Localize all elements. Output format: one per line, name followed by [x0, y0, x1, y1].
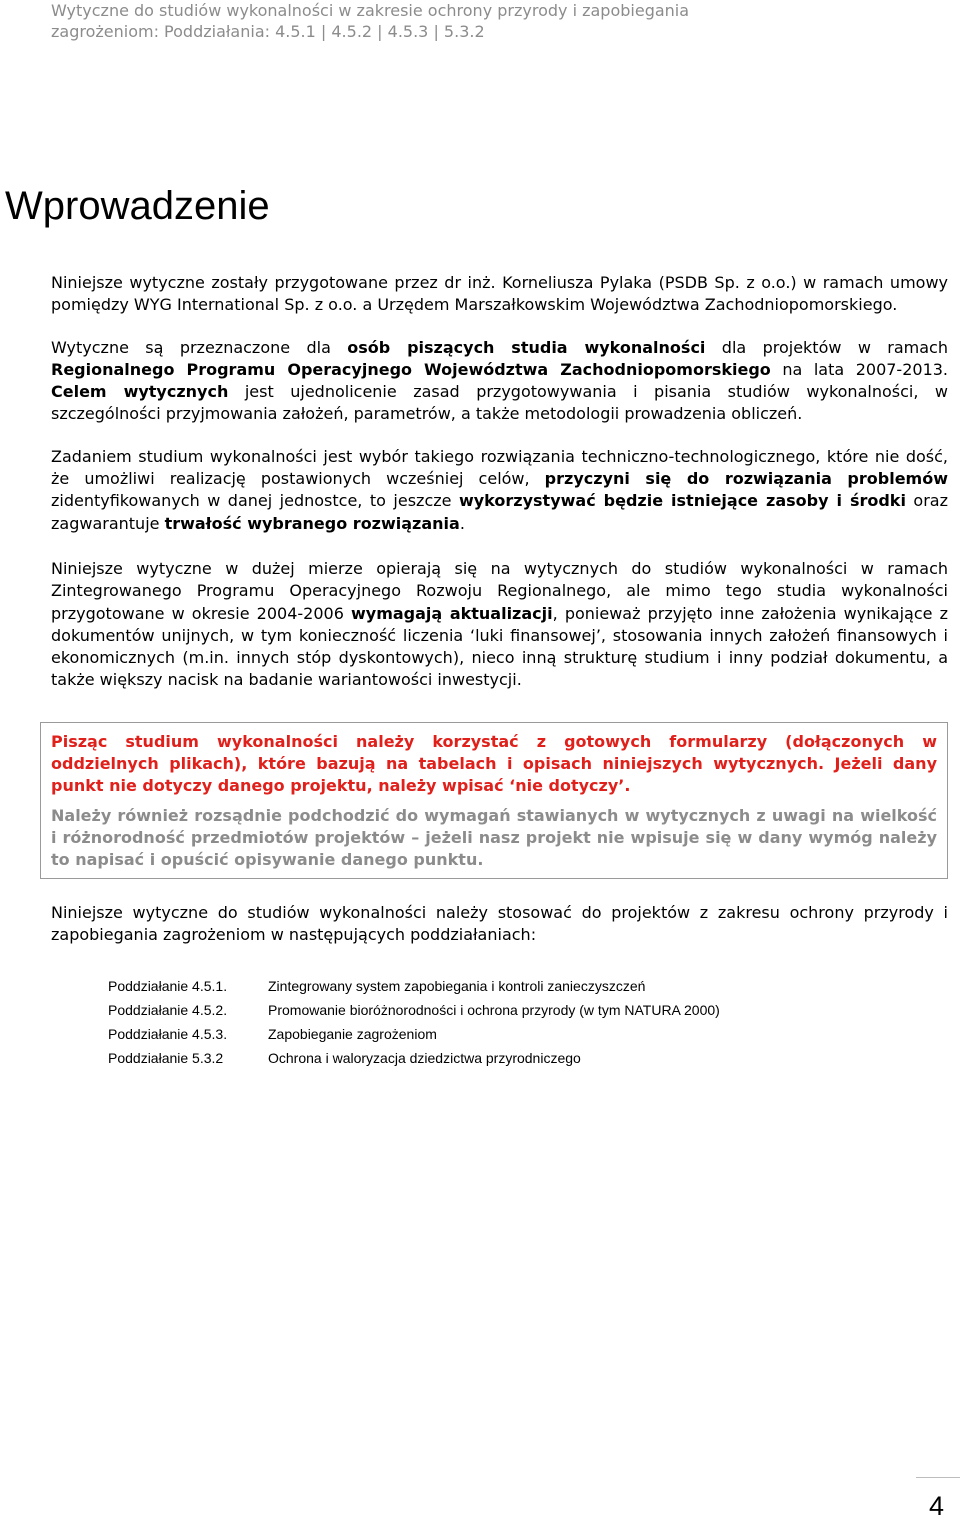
paragraph-task — [51, 446, 948, 535]
paragraph-authors: Niniejsze wytyczne zostały przygotowane przez dr inż. Korneliusza Pylaka (PSDB Sp. z o.o.) w ramach umowy pomiędzy WYG International Sp. z o.o. a Urzędem Marszałkowskim Województwa Zachodniopomorskiego. — [51, 273, 948, 315]
emphasis: Regionalnego Programu Operacyjnego Województwa Zachodniopomorskiego — [51, 359, 771, 379]
subaction-name: Promowanie bioróżnorodności i ochrona przyrody (w tym NATURA 2000) — [268, 1002, 720, 1019]
document-body — [51, 272, 948, 1070]
subaction-code: Poddziałanie 5.3.2 — [108, 1050, 224, 1067]
emphasis: osób piszących studia wykonalności — [347, 337, 706, 357]
text: Wytyczne są przeznaczone dla — [51, 337, 348, 357]
emphasis: Celem wytycznych — [51, 382, 229, 402]
list-item — [108, 1046, 948, 1070]
subaction-name: Zapobieganie zagrożeniom — [268, 1026, 437, 1043]
text: oraz zagwarantuje — [51, 491, 948, 533]
paragraph-basis — [51, 558, 948, 692]
text: Zadaniem studium wykonalności jest wybór takiego rozwiązania techniczno-technologicznego, które nie dość, że umożliwi realizację postawionych wcześniej celów, — [51, 446, 948, 489]
text: , ponieważ przyjęto inne założenia wynikające z dokumentów unijnych, w tym konieczność liczenia ‘luki finansowej’, stosowania innych założeń finansowych i ekonomicznych (m.in. innych stóp dyskontowych), nieco inną strukturę studium i inny podział dokumentu, a także większy nacisk na badanie wariantowości inwestycji. — [51, 603, 948, 690]
notice-red: Pisząc studium wykonalności należy korzystać z gotowych formularzy (dołączonych w oddzielnych plikach), które bazują na tabelach i opisach niniejszych wytycznych. Jeżeli dany punkt nie dotyczy danego projektu, należy wpisać ‘nie dotyczy’. — [51, 731, 937, 796]
paragraph-purpose — [51, 337, 948, 426]
subaction-code: Poddziałanie 4.5.3. — [108, 1026, 228, 1043]
emphasis: przyczyni się do rozwiązania problemów — [544, 469, 948, 489]
list-item — [108, 974, 948, 998]
text: . — [459, 513, 465, 533]
header-line-2: zagrożeniom: Poddziałania: 4.5.1 | 4.5.2 | 4.5.3 | 5.3.2 — [51, 22, 485, 41]
header-line-1: Wytyczne do studiów wykonalności w zakresie ochrony przyrody i zapobiegania — [51, 1, 690, 20]
text: zidentyfikowanych w danej jednostce, to jeszcze — [51, 491, 459, 511]
paragraph-scope: Niniejsze wytyczne do studiów wykonalności należy stosować do projektów z zakresu ochrony przyrody i zapobiegania zagrożeniom w następujących poddziałaniach: — [51, 902, 948, 944]
text: na lata 2007-2013. — [770, 359, 949, 379]
notice-box — [40, 722, 948, 879]
subaction-name: Ochrona i waloryzacja dziedzictwa przyrodniczego — [268, 1050, 581, 1067]
text: dla projektów w ramach — [705, 337, 948, 357]
text: jest ujednolicenie zasad przygotowywania i pisania studiów wykonalności, w szczególności przyjmowania założeń, parametrów, a także metodologii prowadzenia obliczeń. — [51, 382, 948, 424]
emphasis: wymagają aktualizacji — [351, 603, 553, 623]
footer-divider — [916, 1477, 960, 1478]
emphasis: trwałość wybranego rozwiązania — [164, 513, 460, 533]
subaction-code: Poddziałanie 4.5.2. — [108, 1002, 228, 1019]
page-number: 4 — [929, 1491, 945, 1521]
list-item — [108, 998, 948, 1022]
subaction-name: Zintegrowany system zapobiegania i kontroli zanieczyszczeń — [268, 978, 646, 995]
list-item — [108, 1022, 948, 1046]
notice-gray: Należy również rozsądnie podchodzić do wymagań stawianych w wytycznych z uwagi na wielkość i różnorodność przedmiotów projektów – jeżeli nasz projekt nie wpisuje się w dany wymóg należy to napisać i opuścić opisywanie danego punktu. — [51, 805, 937, 870]
subaction-code: Poddziałanie 4.5.1. — [108, 978, 228, 995]
running-header — [51, 0, 741, 42]
emphasis: wykorzystywać będzie istniejące zasoby i środki — [458, 491, 906, 511]
subaction-list — [108, 974, 948, 1070]
text: Niniejsze wytyczne w dużej mierze opierają się na wytycznych do studiów wykonalności w ramach Zintegrowanego Programu Operacyjnego Rozwoju Regionalnego, ale mimo tego studia wykonalności przygotowane w okresie 2004-2006 — [51, 558, 948, 623]
section-title: Wprowadzenie — [5, 184, 270, 228]
